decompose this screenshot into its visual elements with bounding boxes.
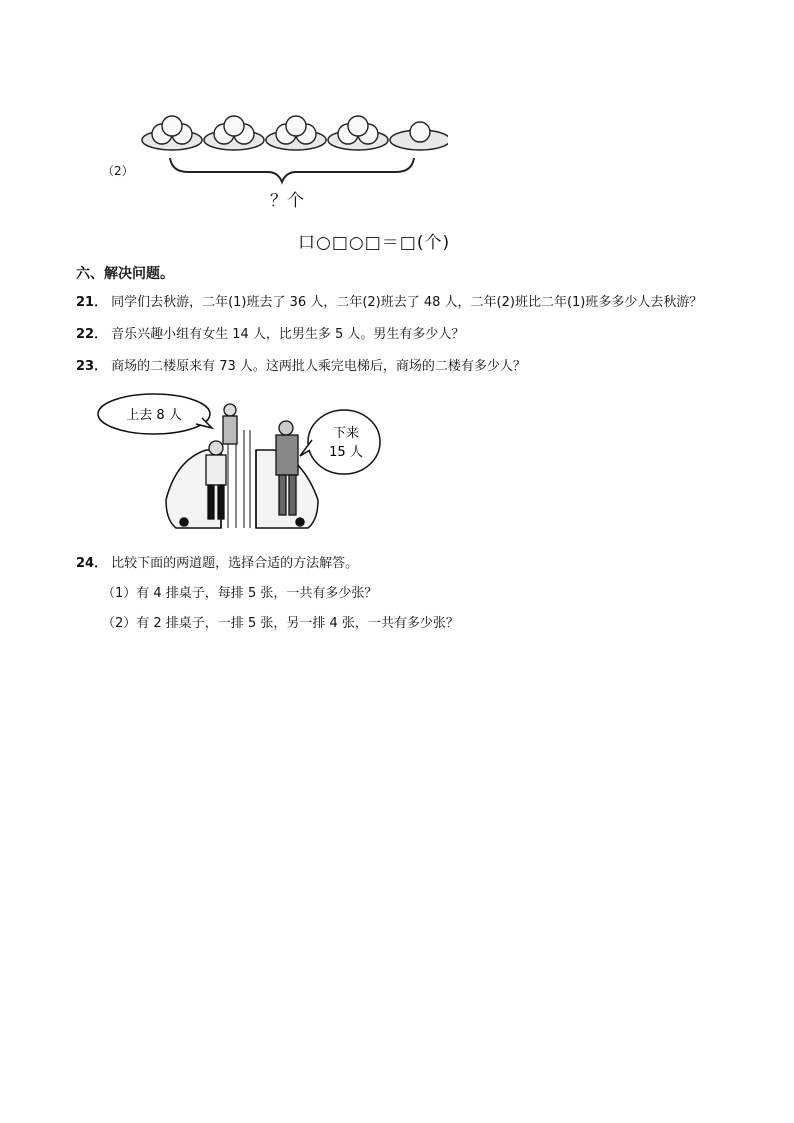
question-text: 比较下面的两道题，选择合适的方法解答。	[111, 556, 359, 571]
peach	[224, 116, 244, 136]
bubble-left-text: 上去 8 人	[126, 408, 182, 423]
question-number: 21．	[76, 295, 108, 310]
peach-plate	[390, 122, 448, 150]
peach-plate	[142, 116, 202, 150]
escalator-illustration	[96, 390, 386, 540]
peach	[348, 116, 368, 136]
speech-bubble-right	[300, 410, 380, 474]
subquestion-2: （2）有 2 排桌子，一排 5 张，另一排 4 张，一共有多少张？	[102, 616, 459, 631]
question-number: 22．	[76, 327, 108, 342]
question-text: 商场的二楼原来有 73 人。这两批人乘完电梯后，商场的二楼有多少人？	[111, 359, 526, 374]
peach-plate	[266, 116, 326, 150]
bubble-right-line1: 下来	[332, 426, 360, 441]
question-24	[76, 552, 358, 571]
question-text: 同学们去秋游，二年(1)班去了 36 人，二年(2)班去了 48 人，二年(2)班比二年(1)班多多少人去秋游？	[111, 295, 703, 310]
section-title: 六、解决问题。	[76, 266, 174, 282]
question-22	[76, 323, 464, 342]
subquestion-1: （1）有 4 排桌子，每排 5 张，一共有多少张？	[102, 586, 378, 601]
question-21	[76, 291, 702, 310]
peach	[286, 116, 306, 136]
figure-label: （2）	[102, 164, 134, 178]
speech-bubble-left	[98, 394, 212, 434]
peach	[410, 122, 430, 142]
question-number: 24．	[76, 556, 108, 571]
peach-plate	[204, 116, 264, 150]
brace-label: ？个	[270, 191, 304, 211]
peach-plate	[328, 116, 388, 150]
peach	[162, 116, 182, 136]
question-text: 音乐兴趣小组有女生 14 人，比男生多 5 人。男生有多少人？	[111, 327, 465, 342]
bubble-right-line2: 15 人	[329, 445, 363, 460]
question-number: 23．	[76, 359, 108, 374]
equation: 口○□○□＝□(个)	[298, 233, 451, 253]
peach-plates-figure	[138, 110, 448, 190]
brace	[170, 158, 414, 182]
people	[206, 404, 298, 519]
question-23	[76, 355, 526, 374]
peach-plates	[142, 116, 448, 150]
